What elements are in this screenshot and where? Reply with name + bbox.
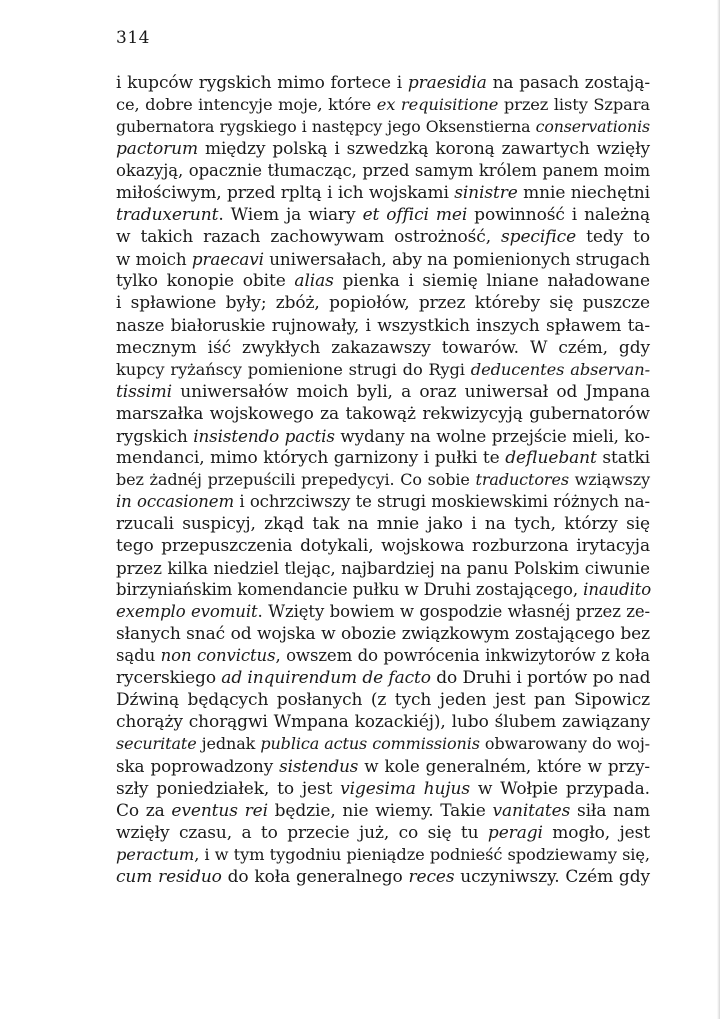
- text-line: in occasionem i ochrzciwszy te strugi moskiewskimi różnych na-: [116, 491, 650, 511]
- body-text: [116, 72, 650, 888]
- text-line: tissimi uniwersałów moich byli, a oraz uniwersał od Jmpana: [116, 381, 650, 402]
- text-line: tylko konopie obite alias pienka i siemię lniane naładowane: [116, 271, 650, 292]
- text-line: ce, dobre intencyje moje, które ex requisitione przez listy Szpara: [116, 95, 650, 115]
- text-line: securitate jednak publica actus commissionis obwarowany do woj-: [116, 734, 650, 754]
- text-line: słanych snać od wojska w obozie związkowym zostającego bez: [116, 624, 650, 645]
- text-line: i kupców rygskich mimo fortece i praesidia na pasach zostają-: [116, 73, 650, 93]
- text-line: gubernatora rygskiego i następcy jego Oksenstierna conservationis: [116, 117, 650, 137]
- text-line: chorąży chorągwi Wmpana kozackiéj), lubo ślubem zawiązany: [116, 712, 650, 733]
- text-line: pactorum między polską i szwedzką koroną zawartych wzięły: [116, 139, 650, 160]
- text-line: w moich praecavi uniwersałach, aby na pomienionych strugach: [116, 249, 650, 270]
- text-line: tego przepuszczenia dotykali, wojskowa rozburzona irytacyja: [116, 535, 650, 556]
- text-line: bez żadnéj przepuścili prepedycyi. Co sobie traductores wziąwszy: [116, 469, 651, 489]
- text-line: Co za eventus rei będzie, nie wiemy. Takie vanitates siła nam: [116, 800, 651, 821]
- text-line: mecznym iść zwykłych zakazawszy towarów. W czém, gdy: [116, 337, 650, 358]
- text-line: nasze białoruskie rujnowały, i wszystkich inszych spławem ta-: [116, 315, 650, 336]
- text-line: okazyją, opacznie tłumacząc, przed samym królem panem moim: [116, 161, 650, 181]
- text-line: mendanci, mimo których garnizony i pułki te defluebant statki: [116, 447, 650, 468]
- text-line: miłościwym, przed rpltą i ich wojskami sinistre mnie niechętni: [116, 183, 650, 204]
- text-line: ska poprowadzony sistendus w kole generalném, które w przy-: [116, 756, 650, 777]
- text-line: rygskich insistendo pactis wydany na wolne przejście mieli, ko-: [116, 425, 650, 446]
- text-line: kupcy ryżańscy pomienione strugi do Rygi deducentes abservan-: [116, 359, 650, 379]
- text-line: peractum, i w tym tygodniu pieniądze podnieść spodziewamy się,: [116, 844, 650, 864]
- text-line: szły poniedziałek, to jest vigesima hujus w Wołpie przypada.: [116, 778, 650, 799]
- text-line: exemplo evomuit. Wzięty bowiem w gospodzie własnéj przez ze-: [116, 602, 650, 622]
- text-line: marszałka wojskowego za takowąż rekwizycyją gubernatorów: [116, 403, 650, 424]
- text-line: przez kilka niedziel tlejąc, najbardziej na panu Polskim ciwunie: [116, 558, 650, 579]
- text-line: rycerskiego ad inquirendum de facto do Druhi i portów po nad: [116, 668, 651, 689]
- text-line: i spławione były; zbóż, popiołów, przez któreby się puszcze: [116, 293, 650, 314]
- text-line: cum residuo do koła generalnego reces uczyniwszy. Czém gdy: [116, 866, 650, 887]
- text-line: Dźwiną będących posłanych (z tych jeden jest pan Sipowicz: [116, 690, 650, 711]
- text-line: traduxerunt. Wiem ja wiary et offici mei powinność i należną: [116, 205, 650, 226]
- text-line: w takich razach zachowywam ostrożność, specifice tedy to: [116, 227, 650, 248]
- text-line: birzyniańskim komendancie pułku w Druhi zostającego, inaudito: [116, 580, 652, 600]
- page-number: 314: [116, 28, 150, 48]
- text-line: wzięły czasu, a to przecie już, co się tu peragi mogło, jest: [116, 822, 650, 843]
- text-line: sądu non convictus, owszem do powrócenia inkwizytorów z koła: [116, 646, 651, 666]
- text-line: rzucali suspicyj, zkąd tak na mnie jako i na tych, którzy się: [116, 513, 650, 534]
